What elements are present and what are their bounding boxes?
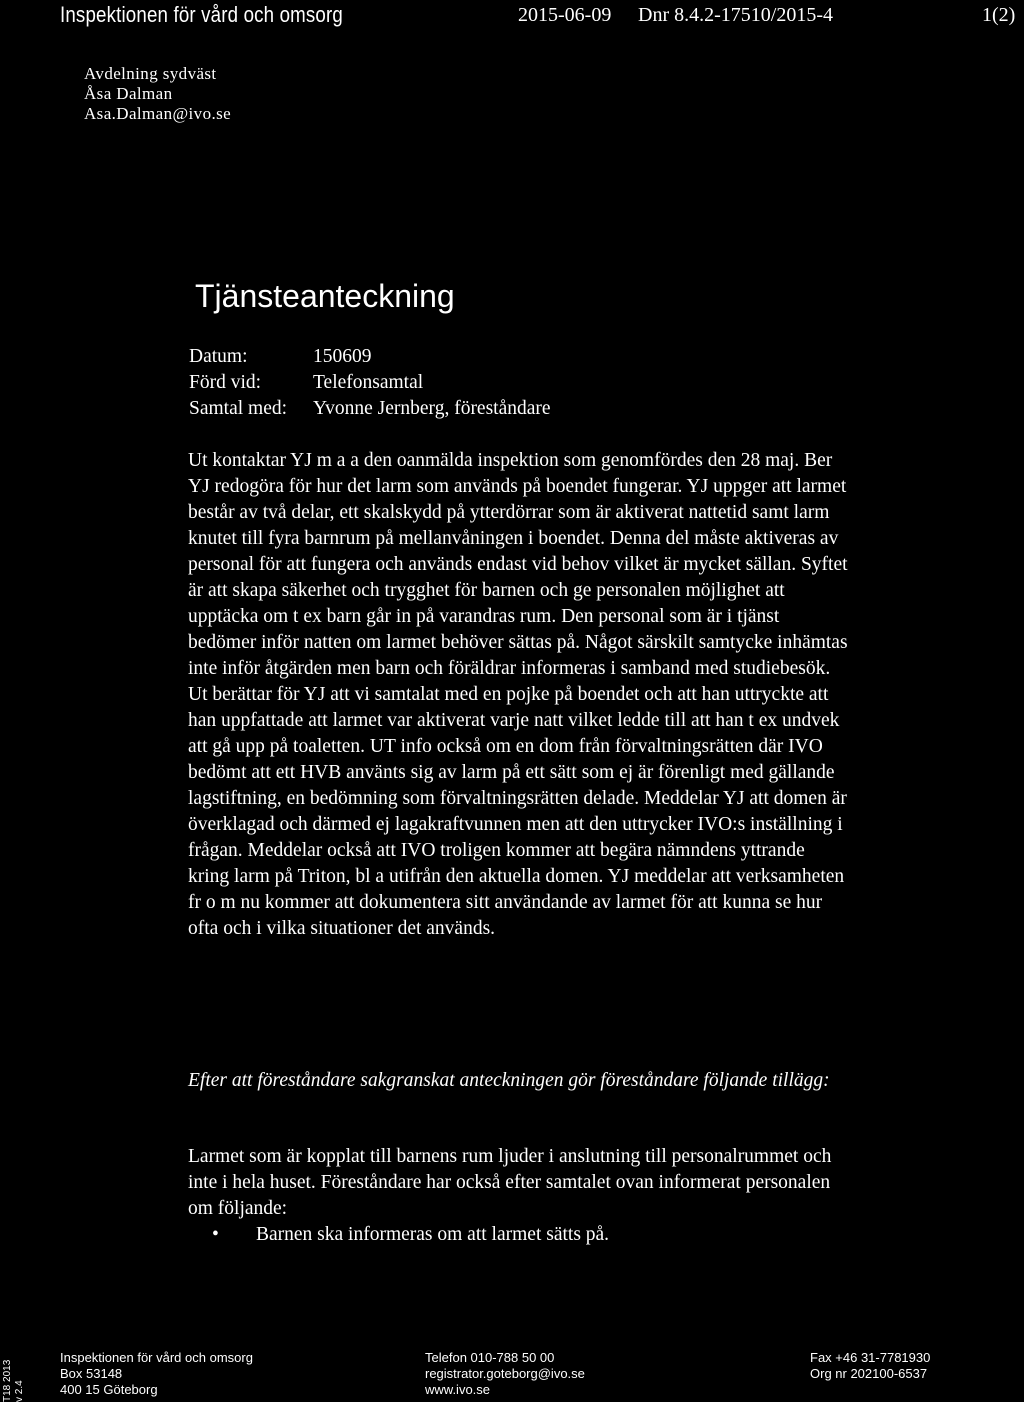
footer-address-line: 400 15 Göteborg <box>60 1382 158 1397</box>
footer-org-number: Org nr 202100-6537 <box>810 1366 928 1381</box>
header-date: 2015-06-09 <box>518 4 612 26</box>
footer-address-line: Inspektionen för vård och omsorg <box>60 1350 253 1365</box>
sender-name: Åsa Dalman <box>84 84 173 103</box>
footer-email-link[interactable]: registrator.goteborg@ivo.se <box>425 1366 585 1381</box>
meta-value: Yvonne Jernberg, föreståndare <box>313 398 551 419</box>
followup-paragraph: Larmet som är kopplat till barnens rum ljuder i anslutning till personalrummet och inte i hela huset. Föreståndare har också efter samtalet ovan informerat personalen om följande: <box>188 1146 832 1219</box>
sender-department: Avdelning sydväst <box>84 64 217 83</box>
meta-key: Samtal med: <box>189 398 288 419</box>
document-title: Tjänsteanteckning <box>195 278 455 314</box>
footer-contact <box>425 1350 585 1398</box>
bullet-list-item <box>212 1222 609 1248</box>
body-paragraph: Ut kontaktar YJ m a a den oanmälda inspektion som genomfördes den 28 maj. Ber YJ redogöra för hur det larm som används på boendet fungerar. YJ uppger att larmet består av två delar, ett skalskydd på ytterdörrar som är aktiverat nattetid samt larm knutet till fyra barnrum på mellanvåningen i boendet. Denna del måste aktiveras av personal för att fungera och används endast vid behov vilket är mycket sällan. Syftet är att skapa säkerhet och trygghet för barnen och ge personalen möjlighet att upptäcka om t ex barn går in på varandras rum. Den personal som är i tjänst bedömer inför natten om larmet behöver sättas på. Något särskilt samtycke inhämtas inte inför åtgärden men barn och föräldrar informeras i samband med studiebesök. Ut berättar för YJ att vi samtalat med en pojke på boendet och att han uttryckte att han uppfattade att larmet var aktiverat varje natt vilket ledde till att han t ex undvek att gå upp på toaletten. UT info också om en dom från förvaltningsrätten där IVO bedömt att ett HVB använts sig av larm på ett sätt som ej är förenligt med gällande lagstiftning, en bedömning som förvaltningsrätten delade. Meddelar YJ att domen är överklagad och därmed ej lagakraftvunnen men att den uttrycker IVO:s inställning i frågan. Meddelar också att IVO troligen kommer att begära nämndens yttrande kring larm på Triton, bl a utifrån den aktuella domen. YJ meddelar att verksamheten fr o m nu kommer att dokumentera sitt användande av larmet för att kunna se hur ofta och i vilka situationer det används. <box>188 450 848 939</box>
form-version-text: v 2.4 <box>14 1380 25 1402</box>
sender-email: Asa.Dalman@ivo.se <box>84 104 232 123</box>
meta-block <box>189 344 551 422</box>
footer-fax-org <box>810 1350 930 1382</box>
meta-row-conversation-with <box>189 396 551 422</box>
footer-form-id <box>0 1336 24 1402</box>
header-page-number: 1(2) <box>982 4 1016 26</box>
footer-phone: Telefon 010-788 50 00 <box>425 1350 555 1365</box>
footer-fax: Fax +46 31-7781930 <box>810 1350 931 1365</box>
meta-key: Datum: <box>189 346 248 367</box>
meta-value: Telefonsamtal <box>313 372 424 393</box>
footer-website-link[interactable]: www.ivo.se <box>425 1382 491 1397</box>
meta-value: 150609 <box>313 346 372 367</box>
bullet-icon: • <box>212 1224 219 1245</box>
footer-address-line: Box 53148 <box>60 1366 123 1381</box>
form-id-text: T18 2013 <box>2 1359 13 1402</box>
meta-row-held-by <box>189 370 551 396</box>
italic-note: Efter att föreståndare sakgranskat anteckningen gör föreståndare följande tillägg: <box>188 1070 830 1091</box>
bullet-text: Barnen ska informeras om att larmet sätts på. <box>256 1224 610 1245</box>
meta-key: Förd vid: <box>189 372 262 393</box>
header-dnr: Dnr 8.4.2-17510/2015-4 <box>638 4 833 26</box>
footer-address <box>60 1350 253 1398</box>
header-organization: Inspektionen för vård och omsorg <box>60 2 343 27</box>
sender-block <box>84 64 231 124</box>
meta-row-date <box>189 344 551 370</box>
